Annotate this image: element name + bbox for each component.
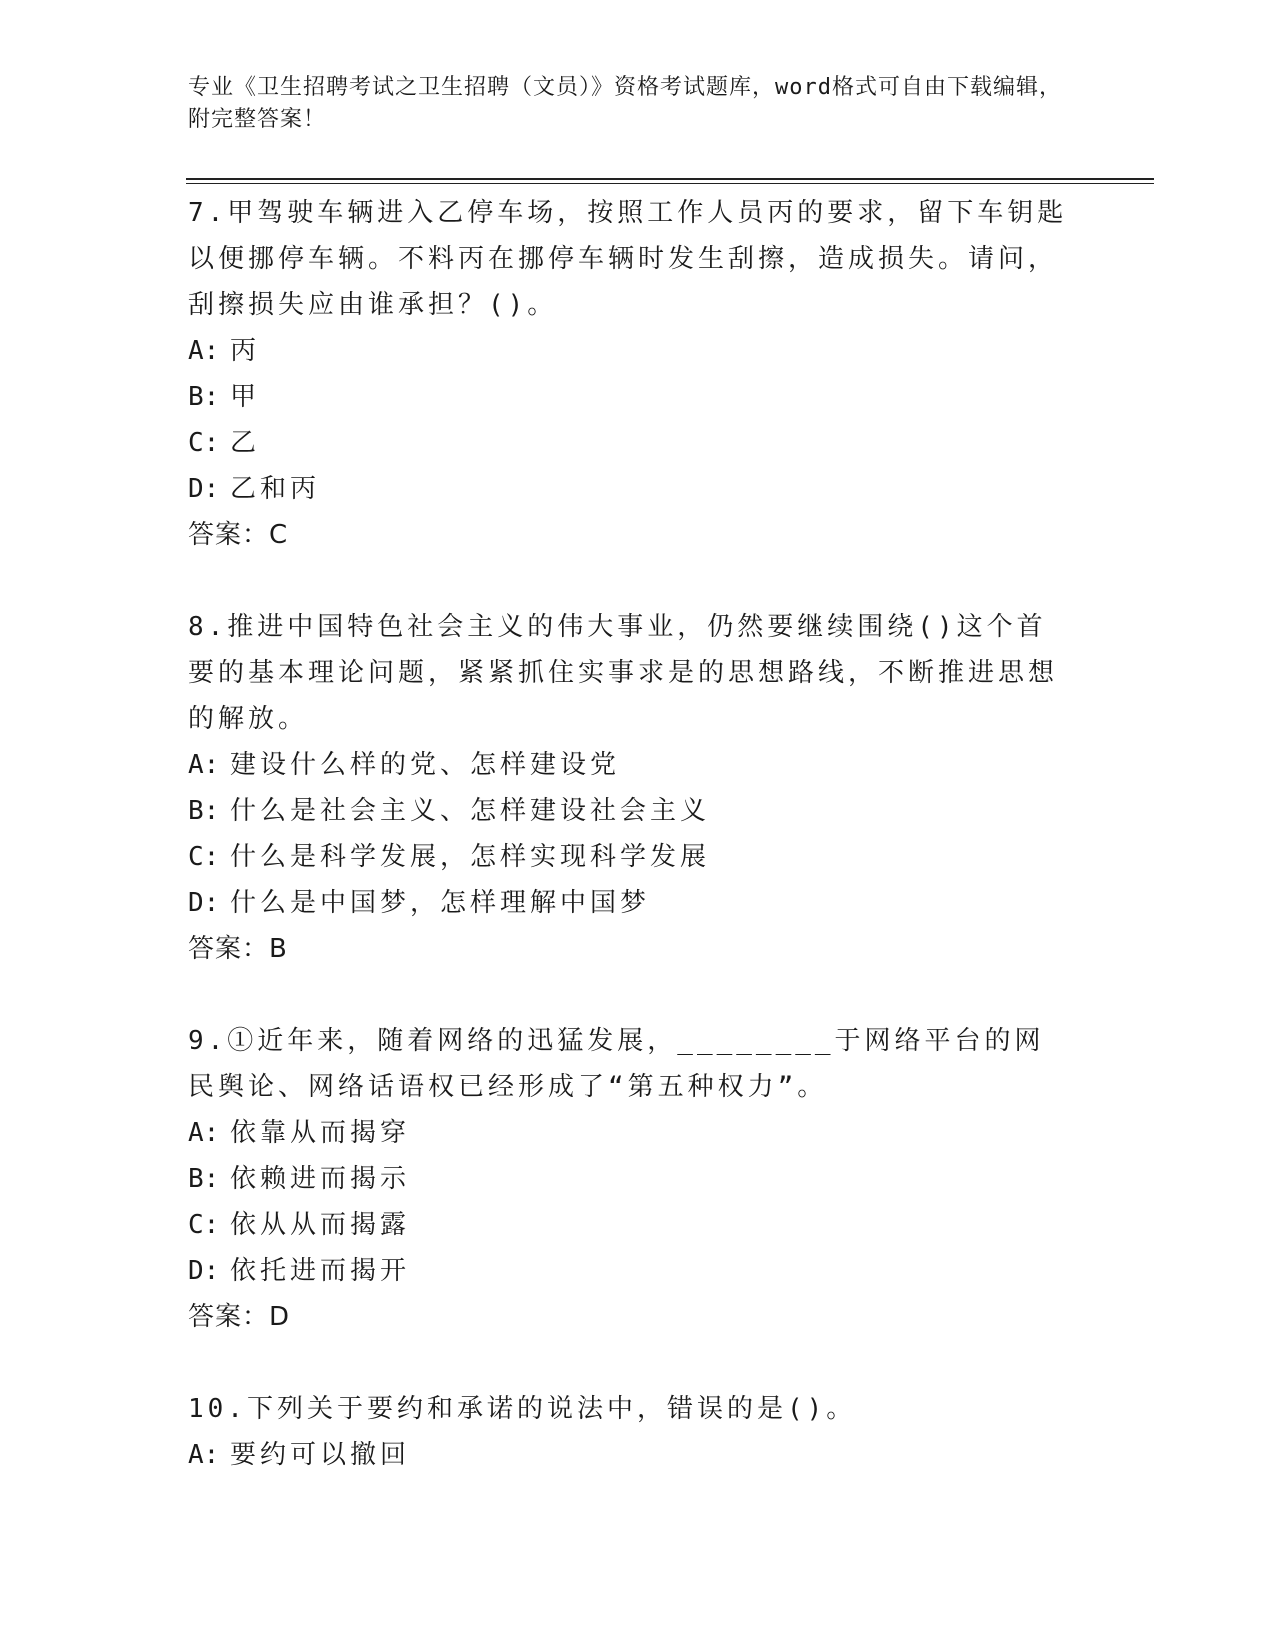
option-a — [188, 328, 1068, 374]
option-letter: A: — [188, 1440, 220, 1470]
option-c — [188, 420, 1068, 466]
option-b — [188, 788, 1068, 834]
option-text: 乙和丙 — [230, 474, 321, 504]
option-text: 乙 — [230, 428, 261, 458]
question-text: 10.下列关于要约和承诺的说法中，错误的是()。 — [188, 1394, 857, 1424]
answer-line: 答案：D — [188, 1302, 291, 1332]
option-letter: C: — [188, 842, 220, 872]
option-letter: B: — [188, 382, 220, 412]
option-text: 什么是社会主义、怎样建设社会主义 — [230, 796, 711, 826]
question-8 — [188, 604, 1068, 972]
option-letter: D: — [188, 888, 220, 918]
question-list — [188, 190, 1068, 1524]
question-text: 7.甲驾驶车辆进入乙停车场，按照工作人员丙的要求，留下车钥匙以便挪停车辆。不料丙在挪停车辆时发生刮擦，造成损失。请问，刮擦损失应由谁承担？()。 — [188, 198, 1068, 320]
option-b — [188, 374, 1068, 420]
answer-line: 答案：C — [188, 520, 289, 550]
page-header: 专业《卫生招聘考试之卫生招聘（文员）》资格考试题库，word格式可自由下载编辑，附完整答案！ — [188, 75, 1062, 132]
option-letter: D: — [188, 474, 220, 504]
option-text: 什么是中国梦，怎样理解中国梦 — [230, 888, 651, 918]
option-text: 依从从而揭露 — [230, 1210, 411, 1240]
option-letter: D: — [188, 1256, 220, 1286]
option-letter: B: — [188, 1164, 220, 1194]
option-text: 依托进而揭开 — [230, 1256, 411, 1286]
option-letter: A: — [188, 336, 220, 366]
option-letter: A: — [188, 750, 220, 780]
option-a — [188, 742, 1068, 788]
option-text: 建设什么样的党、怎样建设党 — [230, 750, 621, 780]
option-d — [188, 880, 1068, 926]
option-text: 什么是科学发展，怎样实现科学发展 — [230, 842, 711, 872]
question-9 — [188, 1018, 1068, 1340]
header-rule-thick — [186, 178, 1154, 180]
option-text: 依靠从而揭穿 — [230, 1118, 411, 1148]
option-a — [188, 1432, 1068, 1478]
option-letter: B: — [188, 796, 220, 826]
header-rule-thin — [186, 183, 1154, 184]
option-letter: C: — [188, 428, 220, 458]
option-text: 要约可以撤回 — [230, 1440, 411, 1470]
answer-line: 答案：B — [188, 934, 288, 964]
option-text: 丙 — [230, 336, 261, 366]
option-letter: A: — [188, 1118, 220, 1148]
question-7 — [188, 190, 1068, 558]
option-b — [188, 1156, 1068, 1202]
option-c — [188, 834, 1068, 880]
option-a — [188, 1110, 1068, 1156]
option-text: 依赖进而揭示 — [230, 1164, 411, 1194]
question-text: 8.推进中国特色社会主义的伟大事业，仍然要继续围绕()这个首要的基本理论问题，紧紧抓住实事求是的思想路线，不断推进思想的解放。 — [188, 612, 1059, 734]
question-text: 9.①近年来，随着网络的迅猛发展，________于网络平台的网民舆论、网络话语权已经形成了“第五种权力”。 — [188, 1026, 1045, 1102]
question-10 — [188, 1386, 1068, 1478]
option-text: 甲 — [230, 382, 261, 412]
option-c — [188, 1202, 1068, 1248]
option-d — [188, 1248, 1068, 1294]
option-letter: C: — [188, 1210, 220, 1240]
option-d — [188, 466, 1068, 512]
